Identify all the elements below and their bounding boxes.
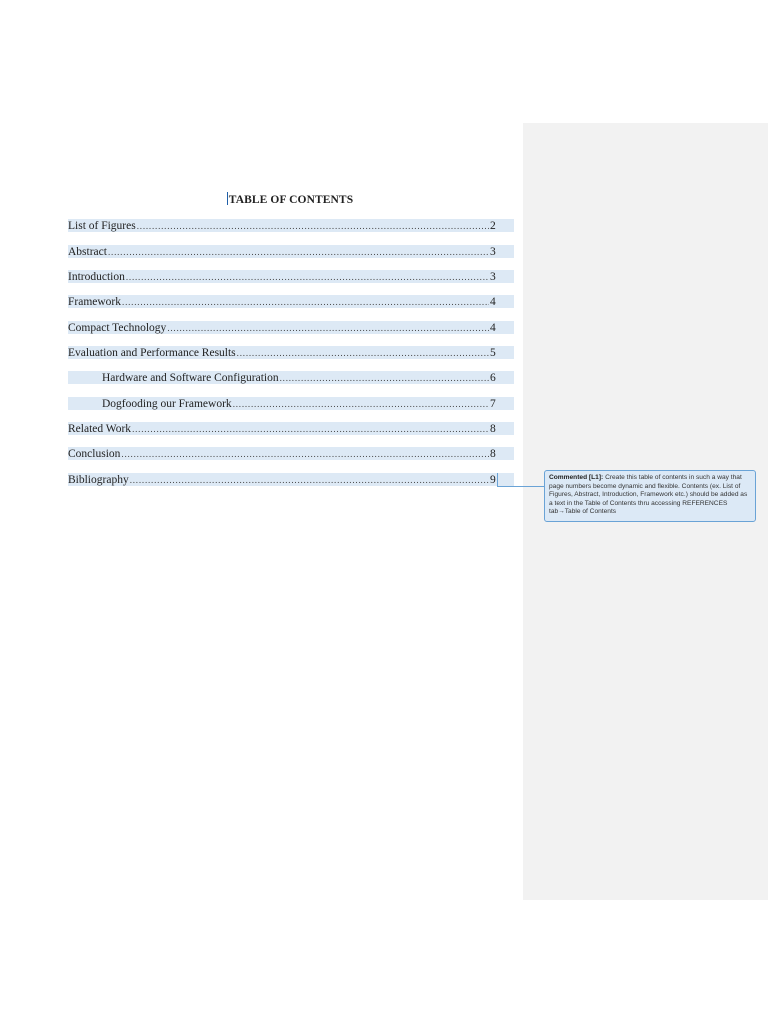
toc-entry-dogfooding[interactable] [102, 398, 514, 411]
toc-entry-conclusion[interactable] [68, 448, 514, 461]
toc-entry-framework[interactable] [68, 296, 514, 309]
toc-dot-leader [122, 296, 489, 309]
toc-entry-hardware-software[interactable] [102, 372, 514, 385]
toc-entry-compact-technology[interactable] [68, 322, 514, 335]
toc-entry-label: Conclusion [68, 448, 121, 460]
toc-dot-leader [280, 372, 489, 385]
toc-page-number: 3 [490, 271, 496, 283]
toc-entry-related-work[interactable] [68, 423, 514, 436]
toc-dot-leader [237, 347, 489, 360]
comment-text: Create this table of contents in such a way that page numbers become dynamic and flexible. Contents (ex. List of Figures, Abstract, Introduction, Framework etc.) should be added as a text in the Table of Contents thru accessing REFERENCES tab→Table of Contents [549, 474, 748, 516]
comment-balloon[interactable] [544, 470, 756, 522]
toc-dot-leader [167, 322, 489, 335]
toc-entry-list-of-figures[interactable] [68, 220, 514, 233]
toc-dot-leader [121, 448, 489, 461]
toc-entry-label: Framework [68, 296, 122, 308]
toc-dot-leader [233, 398, 489, 411]
toc-dot-leader [137, 220, 489, 233]
toc-entry-introduction[interactable] [68, 271, 514, 284]
toc-entry-label: Compact Technology [68, 322, 167, 334]
toc-page-number: 9 [490, 474, 496, 486]
toc-heading-text: TABLE OF CONTENTS [228, 194, 354, 206]
comment-author: Commented [L1]: [549, 474, 604, 481]
toc-entry-label: Evaluation and Performance Results [68, 347, 236, 359]
toc-page-number: 3 [490, 246, 496, 258]
toc-dot-leader [130, 474, 489, 487]
toc-entry-evaluation[interactable] [68, 347, 514, 360]
toc-page-number: 2 [490, 220, 496, 232]
toc-entry-abstract[interactable] [68, 246, 514, 259]
toc-heading[interactable] [0, 192, 580, 206]
text-cursor [227, 192, 228, 205]
toc-page-number: 6 [490, 372, 496, 384]
toc-entry-label: Hardware and Software Configuration [102, 372, 279, 384]
toc-entry-label: Related Work [68, 423, 132, 435]
toc-page-number: 5 [490, 347, 496, 359]
toc-page-number: 4 [490, 296, 496, 308]
toc-entry-label: Abstract [68, 246, 107, 258]
toc-page-number: 8 [490, 448, 496, 460]
toc-page-number: 4 [490, 322, 496, 334]
toc-entry-label: Bibliography [68, 474, 129, 486]
toc-entry-bibliography[interactable] [68, 474, 514, 487]
toc-page-number: 7 [490, 398, 496, 410]
toc-entry-label: Introduction [68, 271, 125, 283]
toc-page-number: 8 [490, 423, 496, 435]
toc-entry-label: List of Figures [68, 220, 136, 232]
toc-dot-leader [126, 271, 489, 284]
toc-dot-leader [132, 423, 489, 436]
toc-entry-label: Dogfooding our Framework [102, 398, 232, 410]
toc-dot-leader [108, 246, 489, 259]
